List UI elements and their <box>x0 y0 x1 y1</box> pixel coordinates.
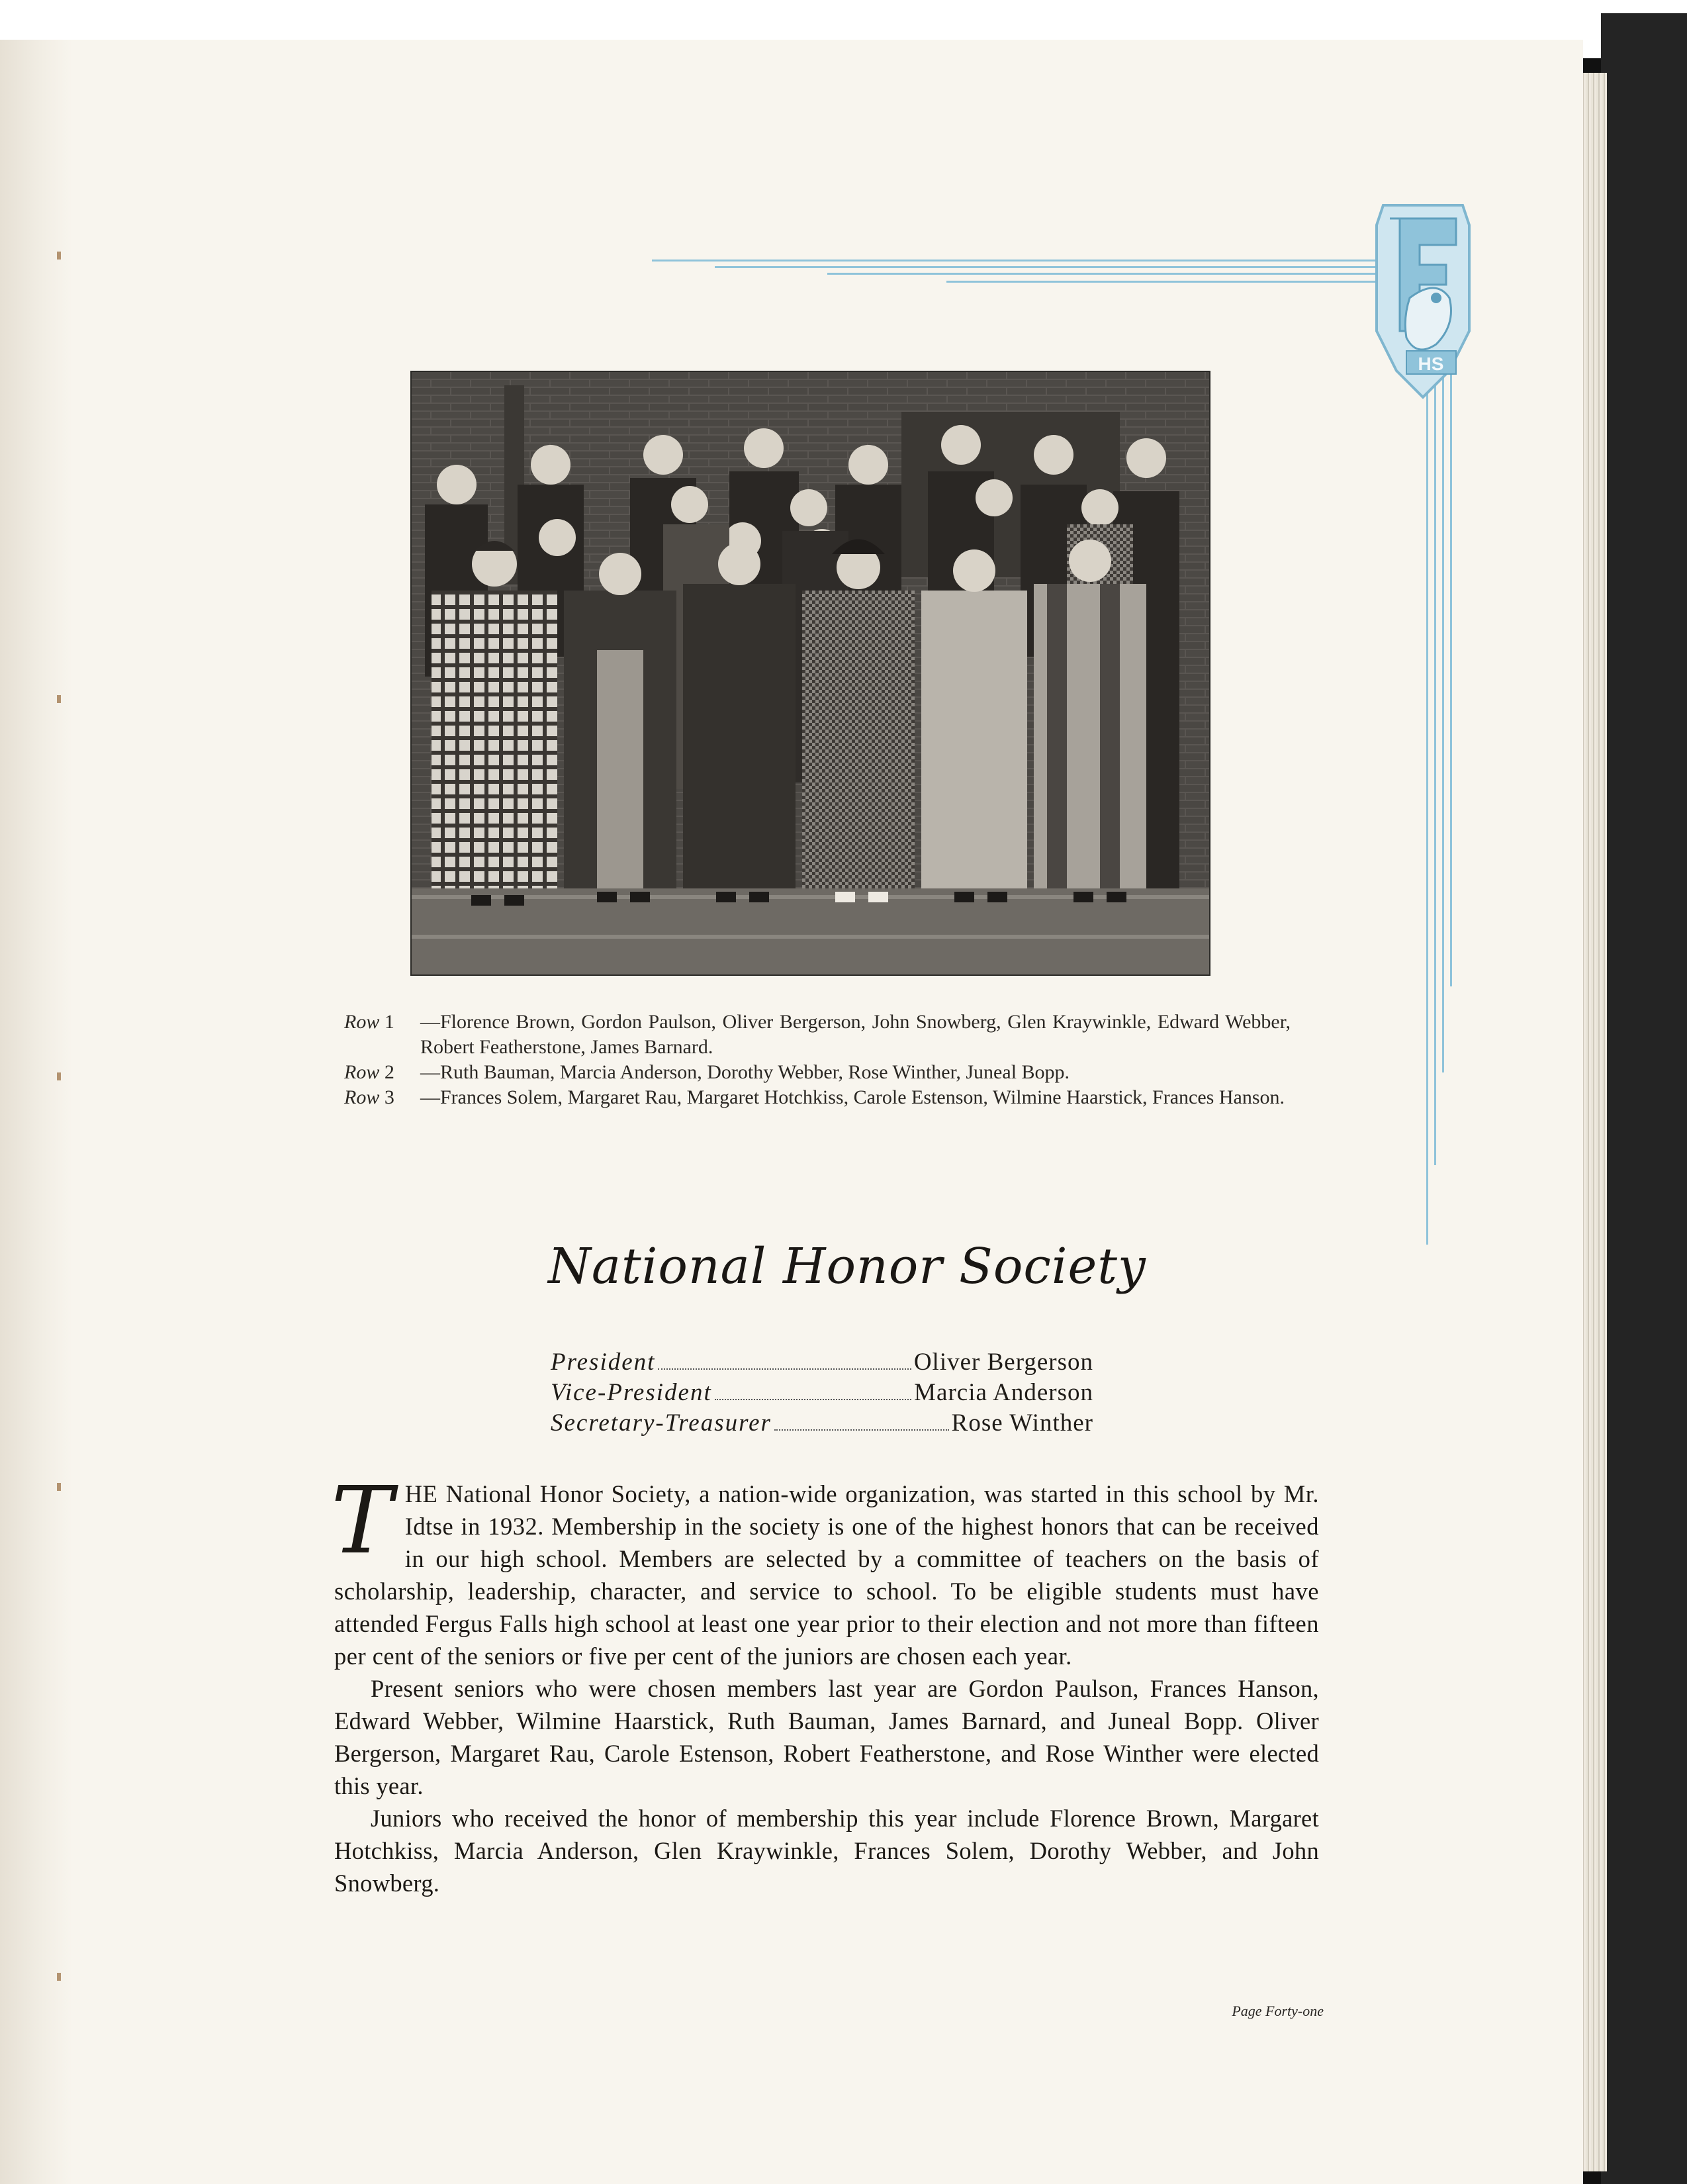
officer-role: President <box>551 1349 656 1376</box>
officer-role: Vice-President <box>551 1379 712 1406</box>
page-title: National Honor Society <box>548 1238 1146 1295</box>
paragraph-text: HE National Honor Society, a nation-wide organization, was started in this school by Mr. Idtse in 1932. Membership in the society is one of the highest honors that can be received in our high school. Members are selected by a committee of teachers on the basis of scholarship, leadership, character, and service to school. To be eligible students must have attended Fergus Falls high school at least one year prior to their election and not more than fifteen per cent of the seniors or five per cent of the juniors are chosen each year. <box>334 1480 1319 1670</box>
row-names: —Ruth Bauman, Marcia Anderson, Dorothy Webber, Rose Winther, Juneal Bopp. <box>420 1061 1070 1083</box>
binding-mark <box>57 1973 61 1981</box>
caption-row-3 <box>344 1085 1291 1110</box>
group-photograph <box>410 371 1210 976</box>
caption-row-2 <box>344 1060 1291 1085</box>
binding-mark <box>57 695 61 703</box>
binding-mark <box>57 252 61 260</box>
dot-leader <box>774 1429 949 1431</box>
paragraph: Juniors who received the honor of membership this year include Florence Brown, Margaret Hotchkiss, Marcia Anderson, Glen Kraywinkle, Frances Solem, Dorothy Webber, and John Snowberg. <box>334 1805 1319 1897</box>
page-edges <box>1580 73 1607 2171</box>
row-number: 1 <box>384 1011 394 1033</box>
officer-row <box>551 1408 1093 1439</box>
row-names: —Florence Brown, Gordon Paulson, Oliver Bergerson, John Snowberg, Glen Kraywinkle, Edward Webber, Robert Featherstone, James Barnard. <box>420 1011 1291 1058</box>
article-body <box>331 1467 1319 1899</box>
book-cover-right <box>1601 13 1687 2184</box>
school-emblem-icon <box>1370 199 1476 404</box>
row-number: 2 <box>384 1061 394 1083</box>
row-label: Row <box>344 1061 380 1083</box>
row-number: 3 <box>384 1086 394 1108</box>
binding-mark <box>57 1483 61 1491</box>
binding-mark <box>57 1072 61 1080</box>
page-number: Page Forty-one <box>1232 2003 1324 2019</box>
officer-name: Rose Winther <box>951 1409 1093 1437</box>
paragraph <box>331 1467 1319 1672</box>
caption-row-1 <box>344 1010 1291 1060</box>
svg-text:HS: HS <box>1418 354 1444 374</box>
officer-role: Secretary-Treasurer <box>551 1409 772 1437</box>
page-gutter <box>0 40 73 2184</box>
row-names: —Frances Solem, Margaret Rau, Margaret Hotchkiss, Carole Estenson, Wilmine Haarstick, Frances Hanson. <box>420 1086 1285 1108</box>
dot-leader <box>658 1368 911 1370</box>
drop-cap: T <box>331 1467 393 1575</box>
row-label: Row <box>344 1086 380 1108</box>
photo-caption <box>344 1010 1291 1110</box>
officers-list <box>551 1347 1093 1439</box>
officer-row <box>551 1347 1093 1378</box>
dot-leader <box>715 1399 911 1400</box>
officer-row <box>551 1378 1093 1408</box>
paragraph: Present seniors who were chosen members last year are Gordon Paulson, Frances Hanson, Edward Webber, Wilmine Haarstick, Ruth Bauman, James Barnard, and Juneal Bopp. Oliver Bergerson, Margaret Rau, Carole Estenson, Robert Featherstone, and Rose Winther were elected this year. <box>334 1675 1319 1799</box>
officer-name: Oliver Bergerson <box>913 1349 1093 1376</box>
officer-name: Marcia Anderson <box>914 1379 1093 1406</box>
row-label: Row <box>344 1011 380 1033</box>
